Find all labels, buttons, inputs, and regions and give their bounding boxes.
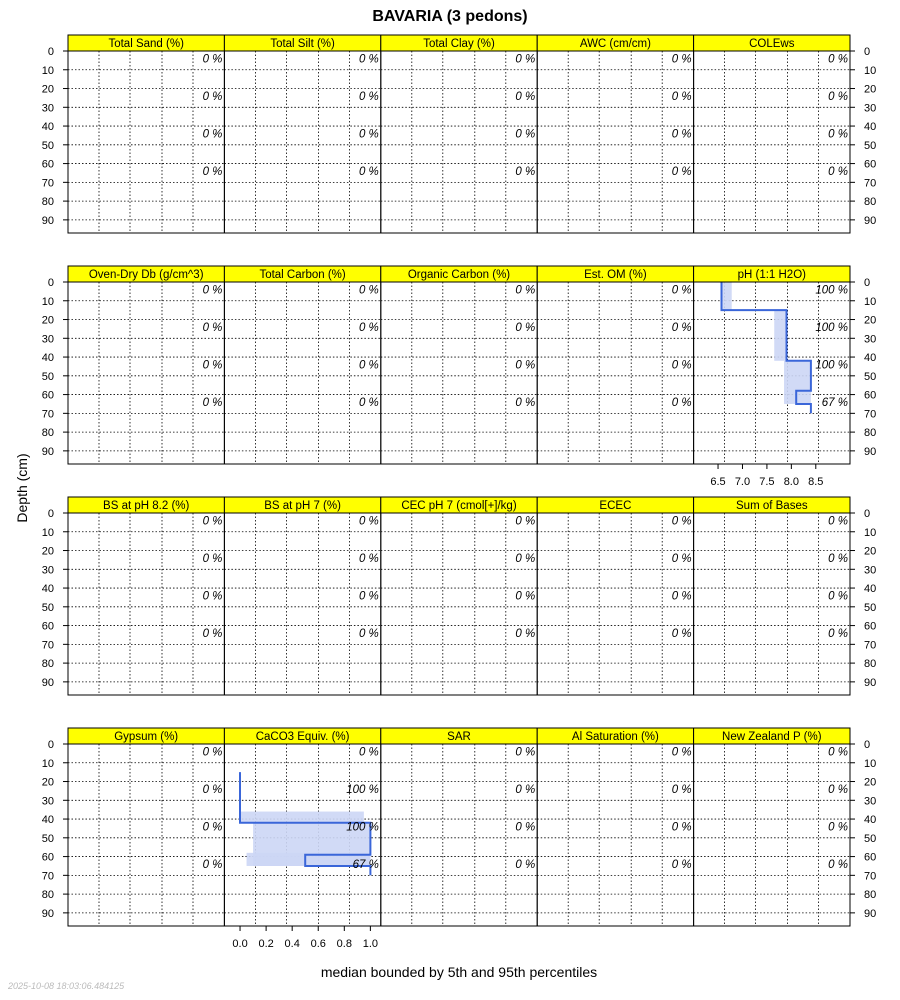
percent-label: 0 % xyxy=(515,859,536,872)
percent-label: 67 % xyxy=(821,397,848,410)
y-tick-label: 30 xyxy=(864,564,877,577)
y-tick-label: 50 xyxy=(41,370,54,383)
panel xyxy=(694,497,850,695)
percent-label: 0 % xyxy=(202,53,223,66)
panel xyxy=(224,728,380,950)
percent-label: 0 % xyxy=(515,397,536,410)
y-tick-label: 60 xyxy=(864,158,877,171)
percent-label: 0 % xyxy=(828,166,848,179)
y-tick-label: 30 xyxy=(864,795,877,808)
y-tick-label: 10 xyxy=(864,64,877,77)
y-tick-label: 60 xyxy=(41,851,54,864)
percent-label: 0 % xyxy=(828,859,848,872)
panel-label: CaCO3 Equiv. (%) xyxy=(255,731,350,743)
percent-label: 0 % xyxy=(358,53,379,66)
y-tick-label: 30 xyxy=(864,102,877,115)
percent-label: 0 % xyxy=(358,397,379,410)
panel-frame xyxy=(68,282,224,464)
x-tick-label: 1.0 xyxy=(362,938,379,950)
percent-label: 0 % xyxy=(202,628,223,641)
panel-frame xyxy=(694,744,850,926)
panel-label: Total Clay (%) xyxy=(423,38,495,50)
percent-label: 0 % xyxy=(358,590,379,603)
percent-label: 0 % xyxy=(671,359,692,372)
percent-label: 0 % xyxy=(515,359,536,372)
panel-frame xyxy=(68,744,224,926)
x-tick-label: 7.0 xyxy=(734,476,751,488)
percent-label: 0 % xyxy=(828,128,848,141)
percent-label: 67 % xyxy=(352,859,379,872)
x-tick-label: 0.8 xyxy=(336,938,352,950)
y-tick-label: 70 xyxy=(41,177,54,190)
y-tick-label: 70 xyxy=(864,639,877,652)
percent-label: 0 % xyxy=(671,515,692,528)
y-tick-label: 50 xyxy=(864,139,877,152)
percent-label: 0 % xyxy=(671,284,692,297)
percent-label: 0 % xyxy=(671,859,692,872)
percent-label: 0 % xyxy=(671,166,692,179)
y-tick-label: 40 xyxy=(41,814,54,827)
y-tick-label: 0 xyxy=(47,46,54,58)
percent-label: 0 % xyxy=(202,859,223,872)
percent-label: 0 % xyxy=(358,359,379,372)
percent-label: 0 % xyxy=(828,91,848,104)
panel xyxy=(537,728,693,926)
panel-grid xyxy=(42,35,877,950)
percent-label: 0 % xyxy=(202,359,223,372)
percent-label: 100 % xyxy=(815,359,848,372)
x-tick-label: 0.6 xyxy=(310,938,326,950)
percent-label: 0 % xyxy=(515,515,536,528)
panel-label: Al Saturation (%) xyxy=(571,731,659,743)
percent-label: 0 % xyxy=(202,397,223,410)
percent-label: 0 % xyxy=(671,322,692,335)
y-tick-label: 80 xyxy=(864,889,877,902)
panel xyxy=(694,266,850,488)
percent-label: 0 % xyxy=(515,784,536,797)
percent-label: 0 % xyxy=(202,746,223,759)
percent-label: 0 % xyxy=(515,322,536,335)
panel-label: Gypsum (%) xyxy=(114,731,179,743)
y-tick-label: 10 xyxy=(41,295,54,308)
percent-label: 0 % xyxy=(358,322,379,335)
y-tick-label: 10 xyxy=(41,526,54,539)
percent-label: 0 % xyxy=(515,628,536,641)
percent-label: 0 % xyxy=(671,53,692,66)
percent-label: 0 % xyxy=(202,128,223,141)
y-tick-label: 90 xyxy=(41,214,54,227)
panel-label: Oven-Dry Db (g/cm^3) xyxy=(88,269,204,281)
y-tick-label: 60 xyxy=(864,620,877,633)
panel xyxy=(537,266,693,464)
percent-label: 0 % xyxy=(671,128,692,141)
y-tick-label: 80 xyxy=(41,658,54,671)
panel xyxy=(224,35,380,233)
y-tick-label: 30 xyxy=(41,333,54,346)
panel-frame xyxy=(224,51,380,233)
percent-label: 0 % xyxy=(515,128,536,141)
percent-label: 0 % xyxy=(671,553,692,566)
x-tick-label: 0.0 xyxy=(232,938,248,950)
y-tick-label: 40 xyxy=(41,121,54,134)
y-tick-label: 0 xyxy=(47,508,54,520)
y-tick-label: 70 xyxy=(41,639,54,652)
x-tick-label: 0.4 xyxy=(284,938,300,950)
y-tick-label: 60 xyxy=(41,620,54,633)
panel-frame xyxy=(537,282,693,464)
y-tick-label: 0 xyxy=(864,508,871,520)
panel xyxy=(381,266,537,464)
y-tick-label: 30 xyxy=(41,564,54,577)
percent-label: 100 % xyxy=(346,784,379,797)
panel-frame xyxy=(537,51,693,233)
x-tick-label: 7.5 xyxy=(759,476,775,488)
y-tick-label: 10 xyxy=(864,295,877,308)
percent-label: 0 % xyxy=(358,515,379,528)
panel xyxy=(381,35,537,233)
panel xyxy=(381,497,537,695)
percentile-band xyxy=(784,361,811,404)
y-tick-label: 90 xyxy=(864,214,877,227)
y-tick-label: 70 xyxy=(864,408,877,421)
panel-label: Organic Carbon (%) xyxy=(407,269,511,281)
percent-label: 0 % xyxy=(358,284,379,297)
y-tick-label: 50 xyxy=(41,139,54,152)
panel-label: Total Carbon (%) xyxy=(259,269,346,281)
y-tick-label: 70 xyxy=(864,870,877,883)
y-tick-label: 90 xyxy=(41,676,54,689)
panel-label: BS at pH 7 (%) xyxy=(264,500,341,512)
y-tick-label: 60 xyxy=(41,389,54,402)
y-tick-label: 50 xyxy=(41,832,54,845)
percent-label: 0 % xyxy=(202,784,223,797)
y-tick-label: 90 xyxy=(864,907,877,920)
y-tick-label: 80 xyxy=(864,658,877,671)
panel-label: Sum of Bases xyxy=(736,500,808,512)
y-tick-label: 50 xyxy=(864,601,877,614)
percent-label: 0 % xyxy=(828,746,848,759)
panel-frame xyxy=(694,513,850,695)
panel-label: CEC pH 7 (cmol[+]/kg) xyxy=(401,500,517,512)
percent-label: 0 % xyxy=(671,397,692,410)
panel-frame xyxy=(68,51,224,233)
y-tick-label: 90 xyxy=(864,676,877,689)
percent-label: 0 % xyxy=(671,746,692,759)
panel-frame xyxy=(224,513,380,695)
percent-label: 0 % xyxy=(515,91,536,104)
y-tick-label: 90 xyxy=(41,445,54,458)
percent-label: 0 % xyxy=(828,53,848,66)
panel xyxy=(68,728,224,926)
panel xyxy=(68,497,224,695)
percent-label: 0 % xyxy=(202,821,223,834)
y-tick-label: 30 xyxy=(41,795,54,808)
percent-label: 0 % xyxy=(515,746,536,759)
y-tick-label: 40 xyxy=(864,352,877,365)
percent-label: 0 % xyxy=(202,166,223,179)
y-tick-label: 60 xyxy=(864,389,877,402)
y-tick-label: 80 xyxy=(864,196,877,209)
y-tick-label: 0 xyxy=(47,739,54,751)
percent-label: 0 % xyxy=(828,628,848,641)
x-tick-label: 8.5 xyxy=(808,476,824,488)
y-tick-label: 10 xyxy=(864,757,877,770)
y-tick-label: 20 xyxy=(864,314,877,327)
y-tick-label: 40 xyxy=(41,583,54,596)
y-tick-label: 30 xyxy=(864,333,877,346)
panel-label: Total Silt (%) xyxy=(270,38,335,50)
y-tick-label: 50 xyxy=(864,832,877,845)
y-tick-label: 70 xyxy=(864,177,877,190)
percent-label: 0 % xyxy=(828,553,848,566)
panel-label: New Zealand P (%) xyxy=(722,731,822,743)
y-tick-label: 20 xyxy=(41,83,54,96)
percent-label: 0 % xyxy=(828,821,848,834)
percent-label: 0 % xyxy=(358,553,379,566)
y-tick-label: 40 xyxy=(864,814,877,827)
panel-label: pH (1:1 H2O) xyxy=(737,269,806,281)
percent-label: 0 % xyxy=(515,821,536,834)
panel xyxy=(68,35,224,233)
percent-label: 0 % xyxy=(202,322,223,335)
percent-label: 0 % xyxy=(515,553,536,566)
y-tick-label: 60 xyxy=(864,851,877,864)
x-tick-label: 0.2 xyxy=(258,938,274,950)
y-tick-label: 20 xyxy=(41,776,54,789)
y-tick-label: 0 xyxy=(864,277,871,289)
y-tick-label: 20 xyxy=(864,83,877,96)
panel-label: COLEws xyxy=(749,38,795,50)
y-tick-label: 50 xyxy=(41,601,54,614)
y-tick-label: 80 xyxy=(41,196,54,209)
y-axis-label: Depth (cm) xyxy=(14,453,30,523)
panel-label: AWC (cm/cm) xyxy=(579,38,651,50)
y-tick-label: 80 xyxy=(864,427,877,440)
y-tick-label: 40 xyxy=(864,121,877,134)
y-tick-label: 60 xyxy=(41,158,54,171)
panel-frame xyxy=(381,513,537,695)
percent-label: 0 % xyxy=(202,91,223,104)
panel xyxy=(537,35,693,233)
percent-label: 0 % xyxy=(671,628,692,641)
x-tick-label: 8.0 xyxy=(783,476,799,488)
percentile-band xyxy=(774,310,786,361)
percent-label: 0 % xyxy=(671,91,692,104)
percent-label: 0 % xyxy=(358,166,379,179)
panel xyxy=(224,497,380,695)
percent-label: 0 % xyxy=(828,784,848,797)
timestamp: 2025-10-08 18:03:06.484125 xyxy=(8,981,125,991)
x-axis-label: median bounded by 5th and 95th percentiles xyxy=(320,964,598,980)
panel-frame xyxy=(381,744,537,926)
percent-label: 100 % xyxy=(815,284,848,297)
percent-label: 0 % xyxy=(515,590,536,603)
percentile-band xyxy=(721,282,731,310)
percent-label: 0 % xyxy=(515,53,536,66)
y-tick-label: 20 xyxy=(864,545,877,558)
y-tick-label: 40 xyxy=(864,583,877,596)
y-tick-label: 10 xyxy=(864,526,877,539)
panel-frame xyxy=(224,282,380,464)
panel-frame xyxy=(694,51,850,233)
percent-label: 0 % xyxy=(358,91,379,104)
y-tick-label: 80 xyxy=(41,889,54,902)
percent-label: 0 % xyxy=(358,628,379,641)
panel-label: Est. OM (%) xyxy=(584,269,647,281)
percent-label: 0 % xyxy=(358,746,379,759)
panel xyxy=(694,35,850,233)
y-tick-label: 40 xyxy=(41,352,54,365)
percent-label: 0 % xyxy=(202,590,223,603)
y-tick-label: 20 xyxy=(41,545,54,558)
percent-label: 0 % xyxy=(358,128,379,141)
y-tick-label: 90 xyxy=(864,445,877,458)
panel-frame xyxy=(381,51,537,233)
percent-label: 0 % xyxy=(202,284,223,297)
chart-title: BAVARIA (3 pedons) xyxy=(372,8,528,25)
y-tick-label: 80 xyxy=(41,427,54,440)
panel-frame xyxy=(537,513,693,695)
y-tick-label: 50 xyxy=(864,370,877,383)
y-tick-label: 20 xyxy=(41,314,54,327)
percent-label: 100 % xyxy=(346,821,379,834)
percent-label: 100 % xyxy=(815,322,848,335)
y-tick-label: 20 xyxy=(864,776,877,789)
panel-label: SAR xyxy=(447,731,471,743)
percent-label: 0 % xyxy=(202,553,223,566)
percent-label: 0 % xyxy=(515,284,536,297)
y-tick-label: 0 xyxy=(864,739,871,751)
panel-label: Total Sand (%) xyxy=(108,38,184,50)
percent-label: 0 % xyxy=(671,590,692,603)
panel xyxy=(694,728,850,926)
percent-label: 0 % xyxy=(828,590,848,603)
percent-label: 0 % xyxy=(671,784,692,797)
y-tick-label: 10 xyxy=(41,64,54,77)
percent-label: 0 % xyxy=(671,821,692,834)
panel xyxy=(381,728,537,926)
panel-frame xyxy=(537,744,693,926)
y-tick-label: 30 xyxy=(41,102,54,115)
panel xyxy=(68,266,224,464)
panel-label: BS at pH 8.2 (%) xyxy=(103,500,190,512)
x-tick-label: 6.5 xyxy=(710,476,726,488)
panel xyxy=(537,497,693,695)
percent-label: 0 % xyxy=(202,515,223,528)
panel-frame xyxy=(381,282,537,464)
y-tick-label: 90 xyxy=(41,907,54,920)
panel xyxy=(224,266,380,464)
panel-frame xyxy=(68,513,224,695)
y-tick-label: 70 xyxy=(41,408,54,421)
y-tick-label: 0 xyxy=(864,46,871,58)
y-tick-label: 10 xyxy=(41,757,54,770)
y-tick-label: 70 xyxy=(41,870,54,883)
percent-label: 0 % xyxy=(515,166,536,179)
y-tick-label: 0 xyxy=(47,277,54,289)
percent-label: 0 % xyxy=(828,515,848,528)
panel-label: ECEC xyxy=(599,500,632,512)
